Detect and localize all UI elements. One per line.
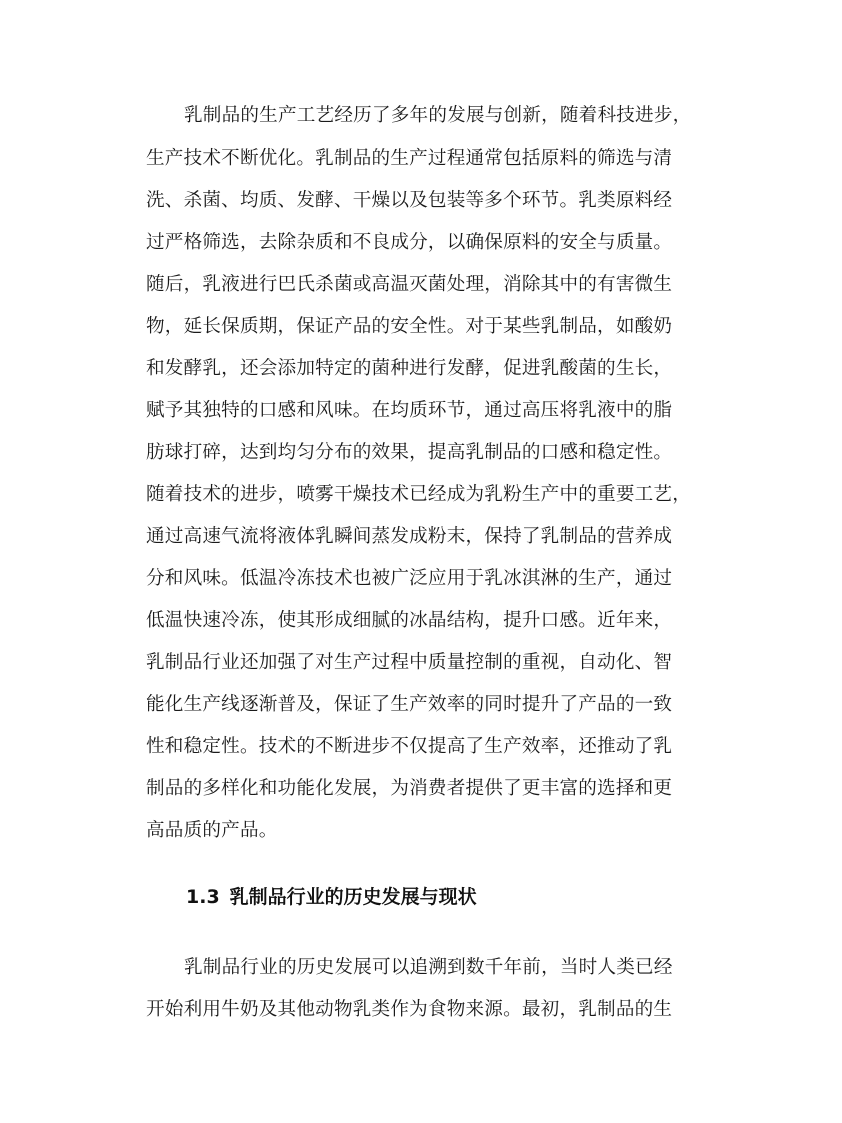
- paragraph-line: 能化生产线逐渐普及，保证了生产效率的同时提升了产品的一致: [146, 694, 673, 715]
- section-heading: [186, 884, 477, 910]
- paragraph-line: 赋予其独特的口感和风味。在均质环节，通过高压将乳液中的脂: [146, 400, 673, 421]
- paragraph-line: 过严格筛选，去除杂质和不良成分，以确保原料的安全与质量。: [146, 232, 673, 253]
- paragraph-line: 通过高速气流将液体乳瞬间蒸发成粉末，保持了乳制品的营养成: [146, 526, 673, 547]
- section-title: 乳制品行业的历史发展与现状: [229, 886, 477, 908]
- paragraph-line: 分和风味。低温冷冻技术也被广泛应用于乳冰淇淋的生产，通过: [146, 568, 673, 589]
- paragraph-line: 洗、杀菌、均质、发酵、干燥以及包装等多个环节。乳类原料经: [146, 190, 673, 211]
- paragraph-line: 随着技术的进步，喷雾干燥技术已经成为乳粉生产中的重要工艺，: [146, 484, 692, 505]
- paragraph-line: 乳制品行业还加强了对生产过程中质量控制的重视，自动化、智: [146, 652, 673, 673]
- paragraph-line: 性和稳定性。技术的不断进步不仅提高了生产效率，还推动了乳: [146, 736, 673, 757]
- paragraph-line: 和发酵乳，还会添加特定的菌种进行发酵，促进乳酸菌的生长，: [146, 358, 673, 379]
- paragraph-line: 高品质的产品。: [146, 820, 278, 841]
- paragraph-line: 乳制品行业的历史发展可以追溯到数千年前，当时人类已经: [184, 957, 673, 978]
- paragraph-line: 物，延长保质期，保证产品的安全性。对于某些乳制品，如酸奶: [146, 316, 673, 337]
- paragraph-line: 肪球打碎，达到均匀分布的效果，提高乳制品的口感和稳定性。: [146, 442, 673, 463]
- section-number: 1.3: [186, 886, 220, 908]
- paragraph-line: 低温快速冷冻，使其形成细腻的冰晶结构，提升口感。近年来，: [146, 610, 673, 631]
- paragraph-line: 开始利用牛奶及其他动物乳类作为食物来源。最初，乳制品的生: [146, 999, 673, 1020]
- paragraph-line: 随后，乳液进行巴氏杀菌或高温灭菌处理，消除其中的有害微生: [146, 274, 673, 295]
- paragraph-line: 制品的多样化和功能化发展，为消费者提供了更丰富的选择和更: [146, 778, 673, 799]
- paragraph-line: 生产技术不断优化。乳制品的生产过程通常包括原料的筛选与清: [146, 148, 673, 169]
- paragraph-line: 乳制品的生产工艺经历了多年的发展与创新，随着科技进步，: [184, 105, 692, 126]
